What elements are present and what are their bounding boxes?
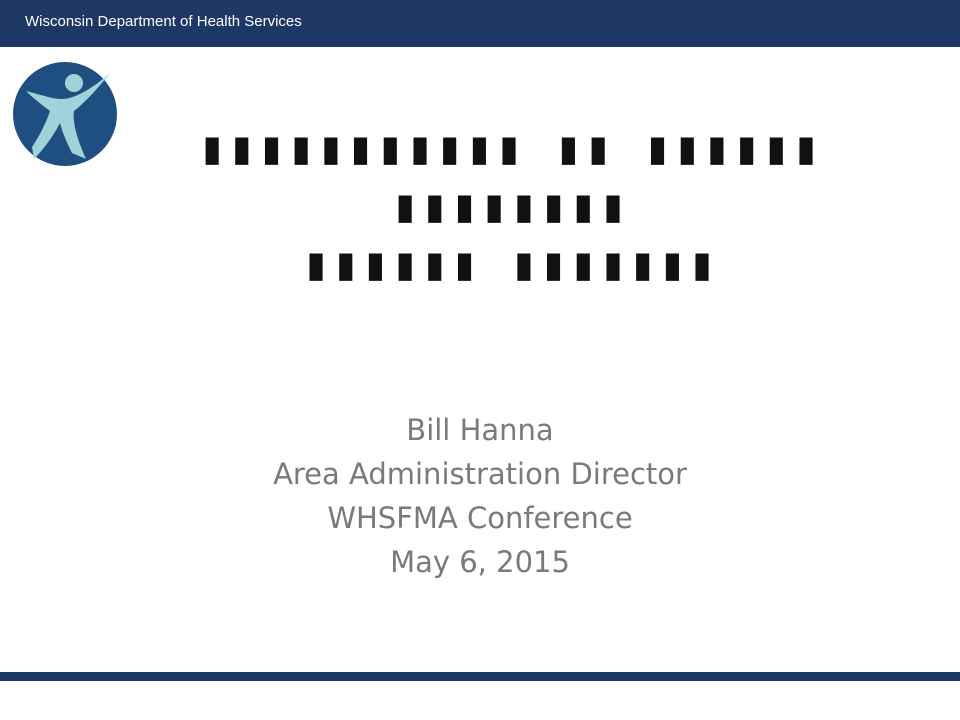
person-figure-icon (12, 61, 120, 167)
title-line: ▮▮▮▮▮▮▮▮ (391, 178, 629, 232)
presentation-title (180, 118, 840, 292)
event-date: May 6, 2015 (390, 545, 570, 579)
presenter-block (200, 408, 760, 584)
header-bar (0, 0, 960, 47)
presenter-name: Bill Hanna (406, 413, 554, 447)
footer-bar (0, 672, 960, 681)
title-line: ▮▮▮▮▮▮▮▮▮▮▮ ▮▮ ▮▮▮▮▮▮ (198, 120, 822, 174)
title-line: ▮▮▮▮▮▮ ▮▮▮▮▮▮▮ (302, 236, 718, 290)
presenter-role: Area Administration Director (273, 457, 687, 491)
event-name: WHSFMA Conference (327, 501, 633, 535)
dhs-logo (12, 61, 120, 167)
organization-name: Wisconsin Department of Health Services (25, 13, 302, 30)
